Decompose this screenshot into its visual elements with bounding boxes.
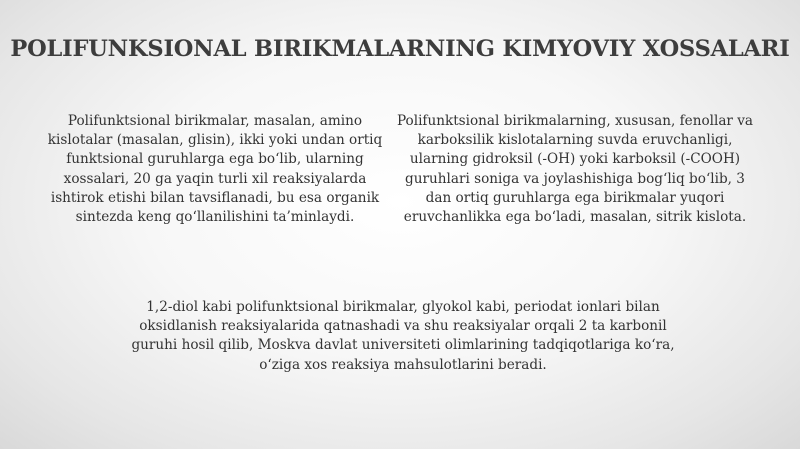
- slide-title: POLIFUNKSIONAL BIRIKMALARNING KIMYOVIY XOSSALARI: [10, 36, 790, 62]
- paragraph-amino-acids: Polifunktsional birikmalar, masalan, amino kislotalar (masalan, glisin), ikki yoki undan ortiq funktsional guruhlarga ega bo‘lib, ularning xossalari, 20 ga yaqin turli xil reaksiyalarda ishtirok etishi bilan tavsiflanadi, bu esa organik sintezda keng qo‘llanilishini ta’minlaydi.: [47, 113, 383, 226]
- paragraph-diol-oxidation: 1,2-diol kabi polifunktsional birikmalar, glyokol kabi, periodat ionlari bilan oksidlanish reaksiyalarida qatnashadi va shu reaksiyalar orqali 2 ta karbonil guruhi hosil qilib, Moskva davlat universiteti olimlarining tadqiqotlariga ko‘ra, o‘ziga xos reaksiya mahsulotlarini beradi.: [131, 299, 675, 373]
- paragraph-solubility: Polifunktsional birikmalarning, xususan, fenollar va karboksilik kislotalarning suvda eruvchanligi, ularning gidroksil (-OH) yoki karboksil (-COOH) guruhlari soniga va joylashishiga bog‘liq bo‘lib, 3 dan ortiq guruhlarga ega birikmalar yuqori eruvchanlikka ega bo‘ladi, masalan, sitrik kislota.: [396, 113, 754, 226]
